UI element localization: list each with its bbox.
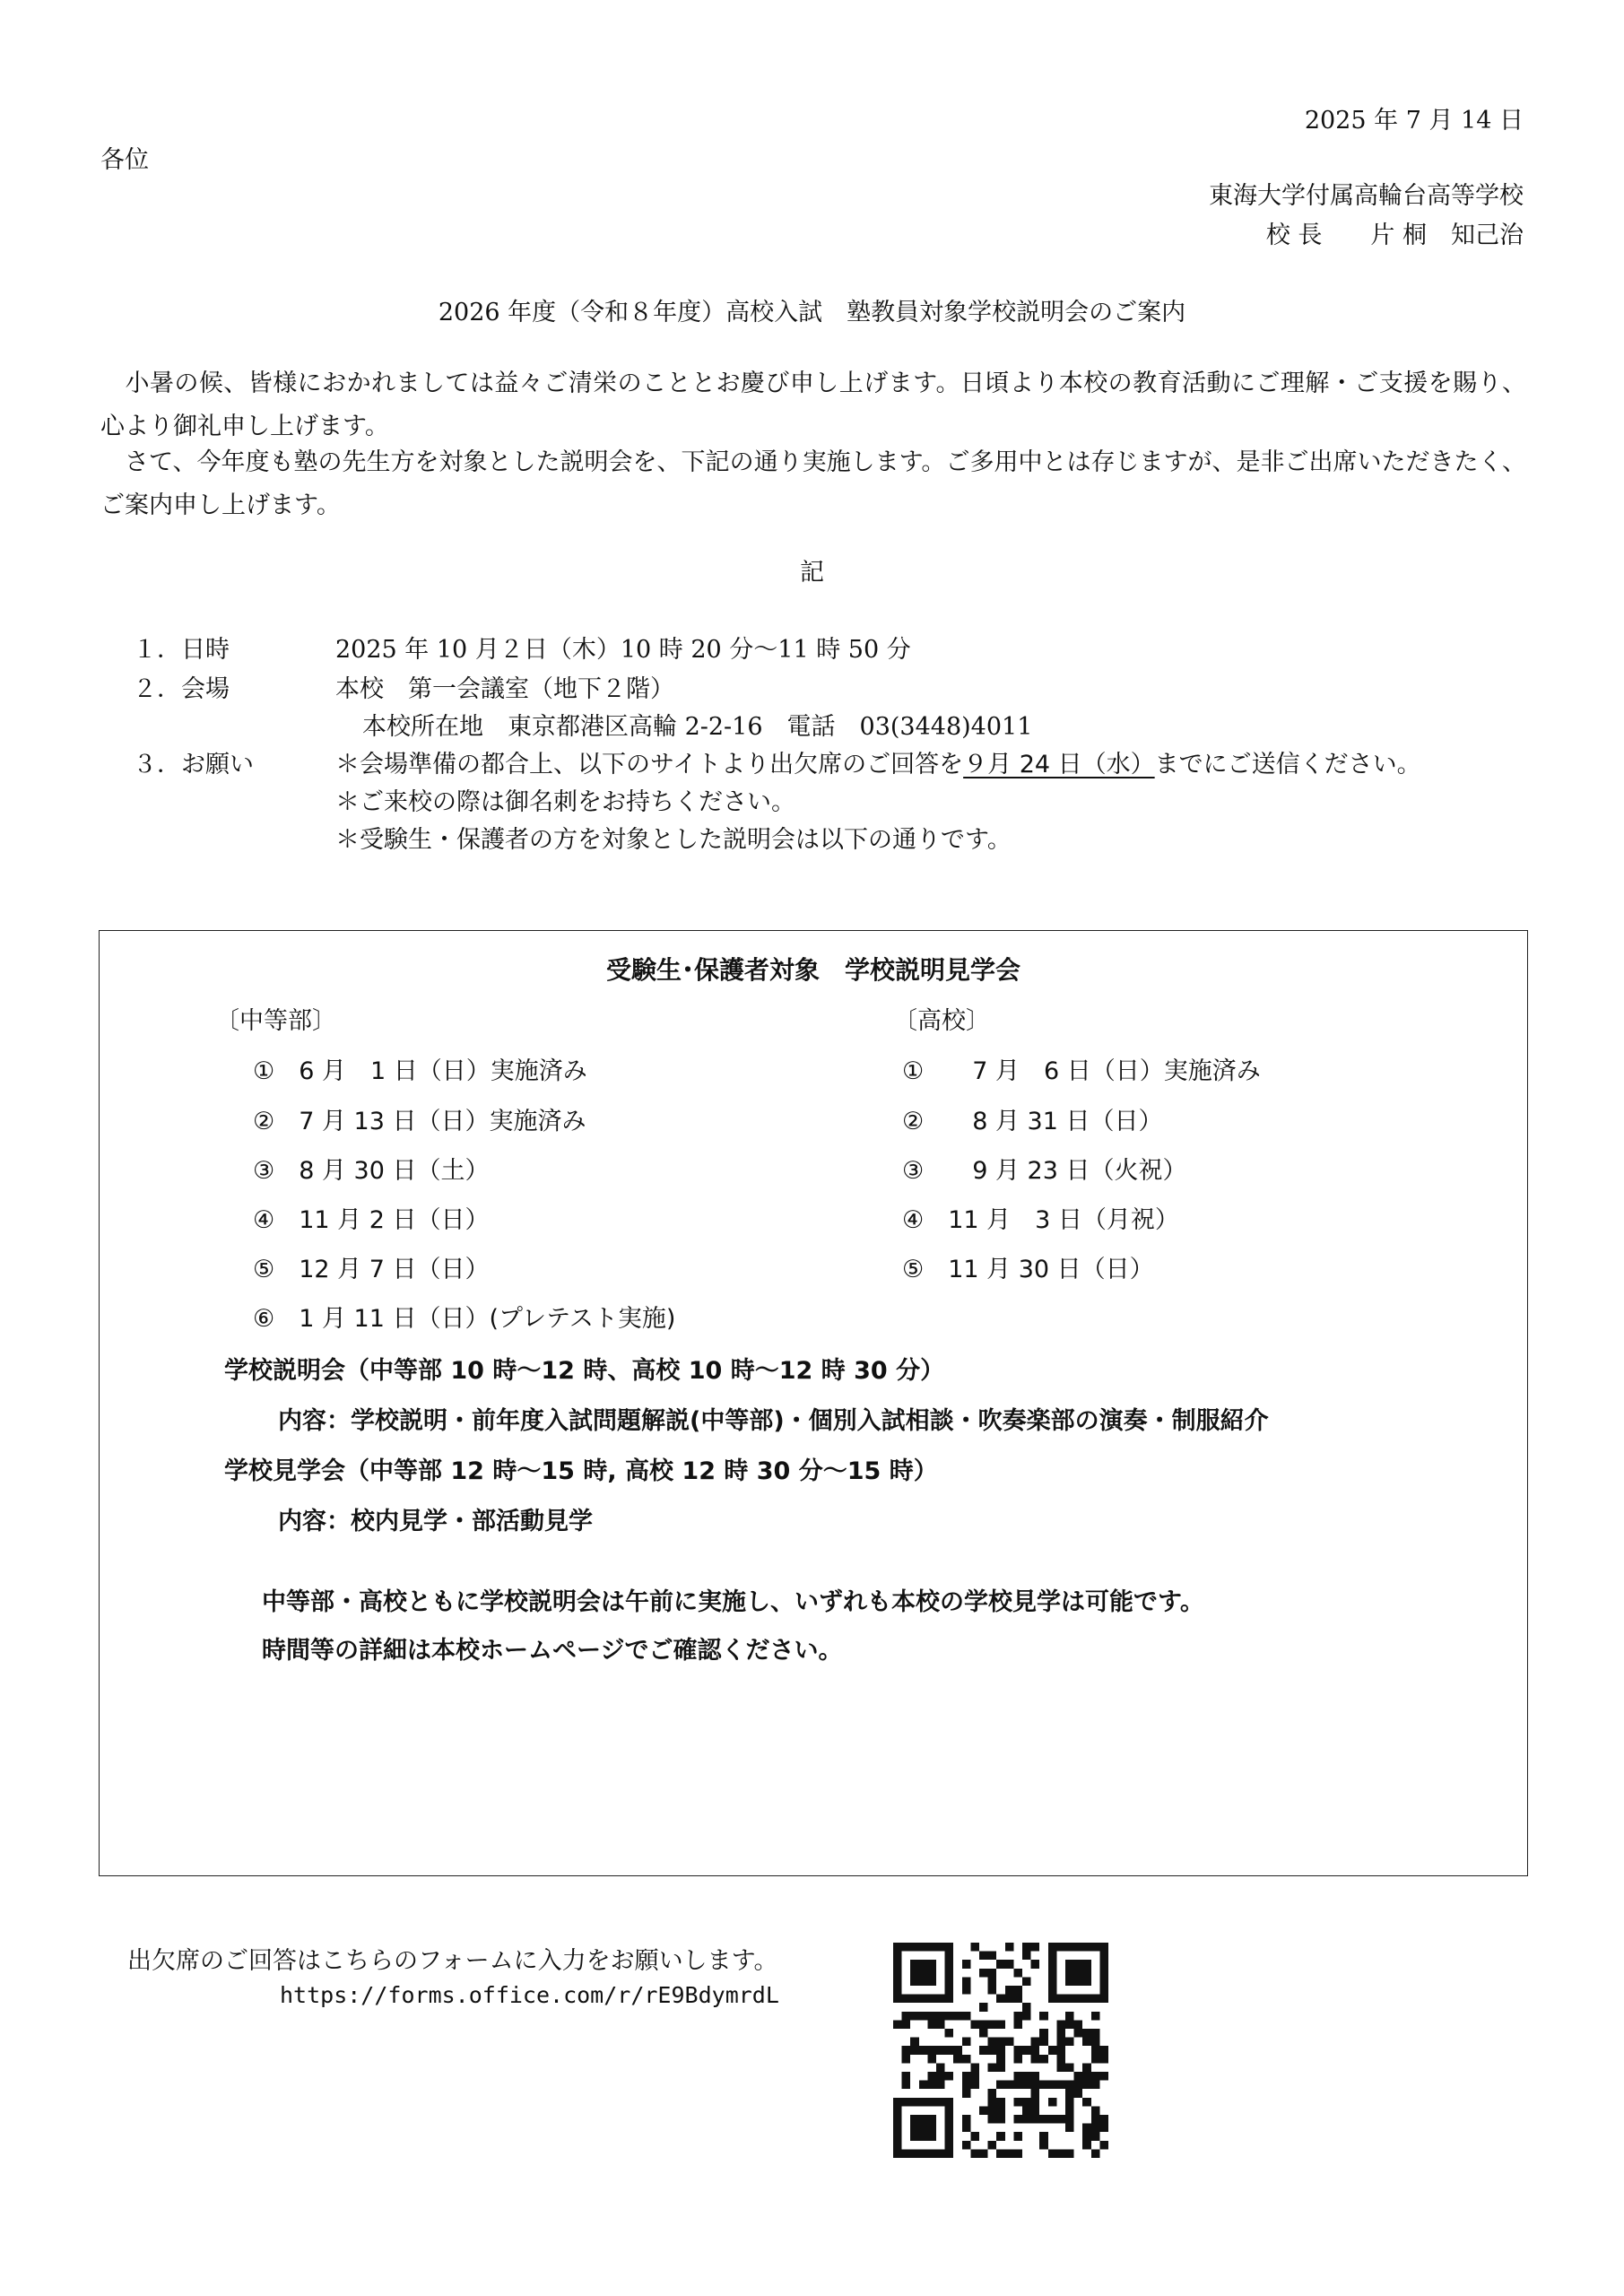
junior-date: ① 6 月 1 日（日）実施済み xyxy=(253,1057,587,1085)
tour-content: 内容：校内見学・部活動見学 xyxy=(278,1508,593,1535)
briefing-session: 学校説明会（中等部 10 時～12 時、高校 10 時～12 時 30 分） xyxy=(224,1357,945,1385)
junior-heading: 〔中等部〕 xyxy=(215,1007,336,1035)
ki-marker: 記 xyxy=(800,559,824,587)
senior-date: ⑤ 11 月 30 日（日） xyxy=(902,1256,1154,1283)
invitation-paragraph: さて、今年度も塾の先生方を対象とした説明会を、下記の通り実施します。ご多用中とは存じますが、是非ご出席いただきたく、ご案内申し上げます。 xyxy=(100,448,1526,519)
request-line-1 xyxy=(335,744,1421,779)
qr-code[interactable] xyxy=(893,1943,1108,2158)
senior-date: ④ 11 月 3 日（月祝） xyxy=(902,1206,1179,1234)
event-note: 中等部・高校ともに学校説明会は午前に実施し、いずれも本校の学校見学は可能です。 xyxy=(262,1588,1204,1616)
form-url[interactable]: https://forms.office.com/r/rE9BdymrdL xyxy=(280,1982,779,2008)
document-title: 2026 年度（令和８年度）高校入試 塾教員対象学校説明会のご案内 xyxy=(438,299,1186,326)
addressee: 各位 xyxy=(100,146,149,174)
junior-date: ② 7 月 13 日（日）実施済み xyxy=(253,1108,586,1135)
event-note: 時間等の詳細は本校ホームページでご確認ください。 xyxy=(262,1637,843,1665)
school-name: 東海大学付属高輪台高等学校 xyxy=(1209,182,1524,210)
document-date: 2025 年 7 月 14 日 xyxy=(1304,107,1524,135)
senior-date: ③ 9 月 23 日（火祝） xyxy=(902,1157,1187,1185)
briefing-content: 内容：学校説明・前年度入試問題解説(中等部)・個別入試相談・吹奏楽部の演奏・制服紹介 xyxy=(278,1407,1269,1435)
principal-name: 校 長 片 桐 知己治 xyxy=(1265,222,1524,249)
response-deadline: ９月 24 日（水） xyxy=(963,751,1155,778)
form-instruction: 出欠席のご回答はこちらのフォームに入力をお願いします。 xyxy=(127,1947,778,1975)
request-line-1-pre: ＊会場準備の都合上、以下のサイトより出欠席のご回答を xyxy=(335,751,964,778)
senior-heading: 〔高校〕 xyxy=(893,1007,990,1035)
request-line-2: ＊ご来校の際は御名刺をお持ちください。 xyxy=(335,788,795,816)
request-line-1-post: までにご送信ください。 xyxy=(1154,751,1421,778)
venue-value: 本校 第一会議室（地下２階） xyxy=(335,675,674,703)
junior-date: ③ 8 月 30 日（土） xyxy=(253,1157,490,1185)
junior-date: ⑤ 12 月 7 日（日） xyxy=(253,1256,490,1283)
junior-date: ⑥ 1 月 11 日（日）(プレテスト実施) xyxy=(253,1305,676,1333)
venue-address: 本校所在地 東京都港区高輪 2-2-16 電話 03(3448)4011 xyxy=(362,713,1033,741)
request-line-3: ＊受験生・保護者の方を対象とした説明会は以下の通りです。 xyxy=(335,826,1012,854)
venue-label: ２．会場 xyxy=(133,675,230,703)
event-box-title: 受験生･保護者対象 学校説明見学会 xyxy=(605,955,1020,985)
datetime-value: 2025 年 10 月２日（木）10 時 20 分～11 時 50 分 xyxy=(335,636,911,664)
junior-date: ④ 11 月 2 日（日） xyxy=(253,1206,490,1234)
senior-date: ① 7 月 6 日（日）実施済み xyxy=(902,1057,1261,1085)
greeting-paragraph: 小暑の候、皆様におかれましては益々ご清栄のこととお慶び申し上げます。日頃より本校の教育活動にご理解・ご支援を賜り、心より御礼申し上げます。 xyxy=(100,370,1526,440)
datetime-label: １．日時 xyxy=(133,636,230,664)
tour-session: 学校見学会（中等部 12 時～15 時, 高校 12 時 30 分～15 時） xyxy=(224,1457,938,1485)
senior-date: ② 8 月 31 日（日） xyxy=(902,1108,1163,1135)
request-label: ３．お願い xyxy=(133,751,254,778)
